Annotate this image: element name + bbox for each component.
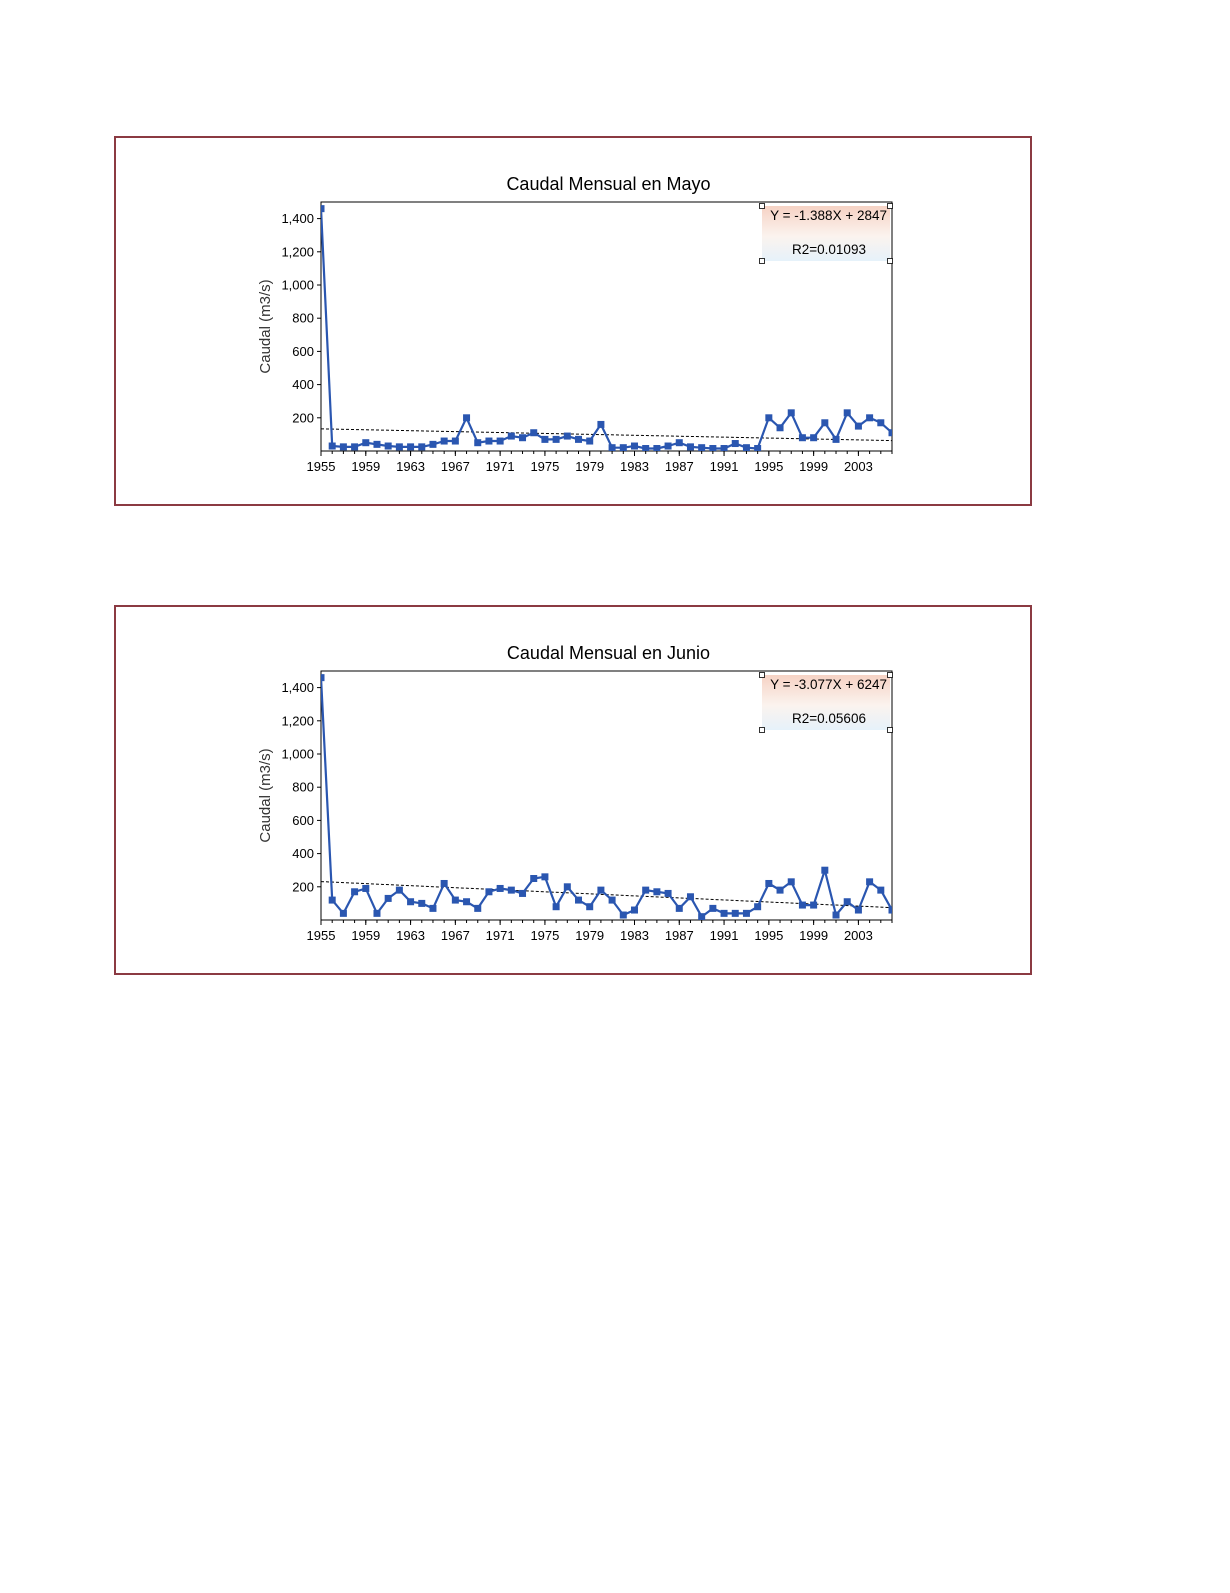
selection-handle[interactable] <box>888 204 893 209</box>
y-tick-label: 600 <box>292 343 314 359</box>
data-point <box>877 419 884 426</box>
data-point <box>575 436 582 443</box>
selection-handle[interactable] <box>760 728 765 733</box>
data-point <box>329 897 336 904</box>
x-tick-label: 1983 <box>620 459 649 474</box>
data-point <box>855 423 862 430</box>
data-point <box>575 897 582 904</box>
data-point <box>418 900 425 907</box>
data-point <box>497 438 504 445</box>
data-point <box>765 880 772 887</box>
data-point <box>754 445 761 452</box>
data-point <box>833 436 840 443</box>
data-point <box>676 439 683 446</box>
y-tick-label: 1,400 <box>281 680 314 696</box>
x-tick-label: 1967 <box>440 459 470 474</box>
data-point <box>687 443 694 450</box>
data-point <box>732 440 739 447</box>
r-squared: R2=0.05606 <box>792 711 866 726</box>
selection-handle[interactable] <box>760 259 765 264</box>
data-point <box>586 438 593 445</box>
data-point <box>777 887 784 894</box>
data-point <box>586 903 593 910</box>
data-point <box>642 887 649 894</box>
y-tick-label: 800 <box>292 779 314 795</box>
selection-handle[interactable] <box>888 728 893 733</box>
data-point <box>541 436 548 443</box>
data-point <box>620 912 627 919</box>
x-tick-label: 1963 <box>396 459 426 474</box>
data-point <box>732 910 739 917</box>
selection-handle[interactable] <box>888 673 893 678</box>
y-tick-label: 1,400 <box>281 211 314 227</box>
data-point <box>463 898 470 905</box>
data-point <box>429 905 436 912</box>
data-point <box>810 902 817 909</box>
chart-svg <box>116 607 1030 973</box>
data-point <box>889 429 896 436</box>
data-point <box>497 885 504 892</box>
data-point <box>844 898 851 905</box>
data-point <box>452 897 459 904</box>
data-point <box>396 887 403 894</box>
x-tick-label: 1991 <box>709 459 739 474</box>
data-point <box>754 903 761 910</box>
y-tick-label: 600 <box>292 812 314 828</box>
data-point <box>407 898 414 905</box>
data-point <box>463 414 470 421</box>
x-tick-label: 1983 <box>620 928 649 943</box>
x-tick-label: 1987 <box>664 459 694 474</box>
data-point <box>519 890 526 897</box>
data-point <box>609 897 616 904</box>
data-point <box>810 434 817 441</box>
x-tick-label: 2003 <box>843 459 873 474</box>
x-tick-label: 1999 <box>799 459 829 474</box>
x-tick-label: 1975 <box>530 459 560 474</box>
data-point <box>709 905 716 912</box>
data-point <box>889 907 896 914</box>
y-tick-label: 400 <box>292 846 314 862</box>
x-tick-label: 1995 <box>754 928 784 943</box>
data-point <box>653 445 660 452</box>
data-point <box>777 424 784 431</box>
data-point <box>474 439 481 446</box>
data-point <box>821 419 828 426</box>
data-point <box>318 674 325 681</box>
data-point <box>721 910 728 917</box>
x-tick-label: 1987 <box>664 928 694 943</box>
data-point <box>396 443 403 450</box>
y-tick-label: 1,200 <box>281 244 314 260</box>
x-tick-label: 1955 <box>306 459 336 474</box>
data-point <box>653 888 660 895</box>
x-tick-label: 1979 <box>575 928 605 943</box>
x-tick-label: 1979 <box>575 459 605 474</box>
trend-equation: Y = -1.388X + 2847 <box>770 208 887 223</box>
data-point <box>721 445 728 452</box>
data-point <box>665 890 672 897</box>
data-point <box>631 443 638 450</box>
y-tick-label: 400 <box>292 377 314 393</box>
data-point <box>620 444 627 451</box>
y-tick-label: 800 <box>292 310 314 326</box>
data-point <box>340 443 347 450</box>
data-point <box>743 444 750 451</box>
data-point <box>631 907 638 914</box>
data-point <box>530 875 537 882</box>
data-point <box>519 434 526 441</box>
x-tick-label: 1959 <box>351 459 381 474</box>
x-tick-label: 1991 <box>709 928 739 943</box>
data-point <box>329 443 336 450</box>
data-point <box>698 444 705 451</box>
trend-equation: Y = -3.077X + 6247 <box>770 677 887 692</box>
data-point <box>799 434 806 441</box>
data-point <box>530 429 537 436</box>
data-point <box>418 443 425 450</box>
data-point <box>485 888 492 895</box>
data-point <box>799 902 806 909</box>
data-point <box>665 443 672 450</box>
y-axis-label: Caudal (m3/s) <box>257 748 274 843</box>
x-tick-label: 1995 <box>754 459 784 474</box>
data-point <box>765 414 772 421</box>
chart-svg <box>116 138 1030 504</box>
data-point <box>407 443 414 450</box>
data-point <box>597 887 604 894</box>
data-point <box>541 873 548 880</box>
data-point <box>441 880 448 887</box>
data-point <box>429 441 436 448</box>
y-tick-label: 200 <box>292 879 314 895</box>
chart-junio <box>114 605 1032 975</box>
y-tick-label: 200 <box>292 410 314 426</box>
data-point <box>553 903 560 910</box>
data-point <box>788 878 795 885</box>
data-point <box>362 439 369 446</box>
data-point <box>485 438 492 445</box>
x-tick-label: 1959 <box>351 928 381 943</box>
data-point <box>474 905 481 912</box>
data-point <box>553 436 560 443</box>
data-point <box>452 438 459 445</box>
data-point <box>833 912 840 919</box>
data-point <box>373 910 380 917</box>
data-point <box>609 444 616 451</box>
data-point <box>866 878 873 885</box>
data-point <box>564 883 571 890</box>
data-point <box>597 421 604 428</box>
data-point <box>318 205 325 212</box>
y-tick-label: 1,000 <box>281 277 314 293</box>
x-tick-label: 1963 <box>396 928 426 943</box>
data-point <box>821 867 828 874</box>
y-tick-label: 1,000 <box>281 746 314 762</box>
chart-title: Caudal Mensual en Mayo <box>506 174 711 194</box>
x-tick-label: 2003 <box>843 928 873 943</box>
data-point <box>844 409 851 416</box>
y-tick-label: 1,200 <box>281 713 314 729</box>
x-tick-label: 1967 <box>440 928 470 943</box>
data-point <box>351 443 358 450</box>
data-point <box>877 887 884 894</box>
x-tick-label: 1971 <box>485 459 515 474</box>
data-point <box>385 443 392 450</box>
data-point <box>508 887 515 894</box>
data-point <box>866 414 873 421</box>
data-point <box>676 905 683 912</box>
data-point <box>373 441 380 448</box>
data-point <box>642 445 649 452</box>
x-tick-label: 1971 <box>485 928 515 943</box>
x-tick-label: 1975 <box>530 928 560 943</box>
selection-handle[interactable] <box>760 673 765 678</box>
data-point <box>687 893 694 900</box>
data-point <box>788 409 795 416</box>
data-point <box>441 438 448 445</box>
data-point <box>385 895 392 902</box>
data-point <box>743 910 750 917</box>
r-squared: R2=0.01093 <box>792 242 866 257</box>
data-point <box>709 445 716 452</box>
x-tick-label: 1955 <box>306 928 336 943</box>
data-point <box>351 888 358 895</box>
selection-handle[interactable] <box>760 204 765 209</box>
data-point <box>698 913 705 920</box>
data-point <box>508 433 515 440</box>
data-point <box>855 907 862 914</box>
data-point <box>340 910 347 917</box>
y-axis-label: Caudal (m3/s) <box>257 279 274 374</box>
chart-mayo <box>114 136 1032 506</box>
data-point <box>362 885 369 892</box>
data-point <box>564 433 571 440</box>
x-tick-label: 1999 <box>799 928 829 943</box>
chart-title: Caudal Mensual en Junio <box>506 643 711 663</box>
selection-handle[interactable] <box>888 259 893 264</box>
